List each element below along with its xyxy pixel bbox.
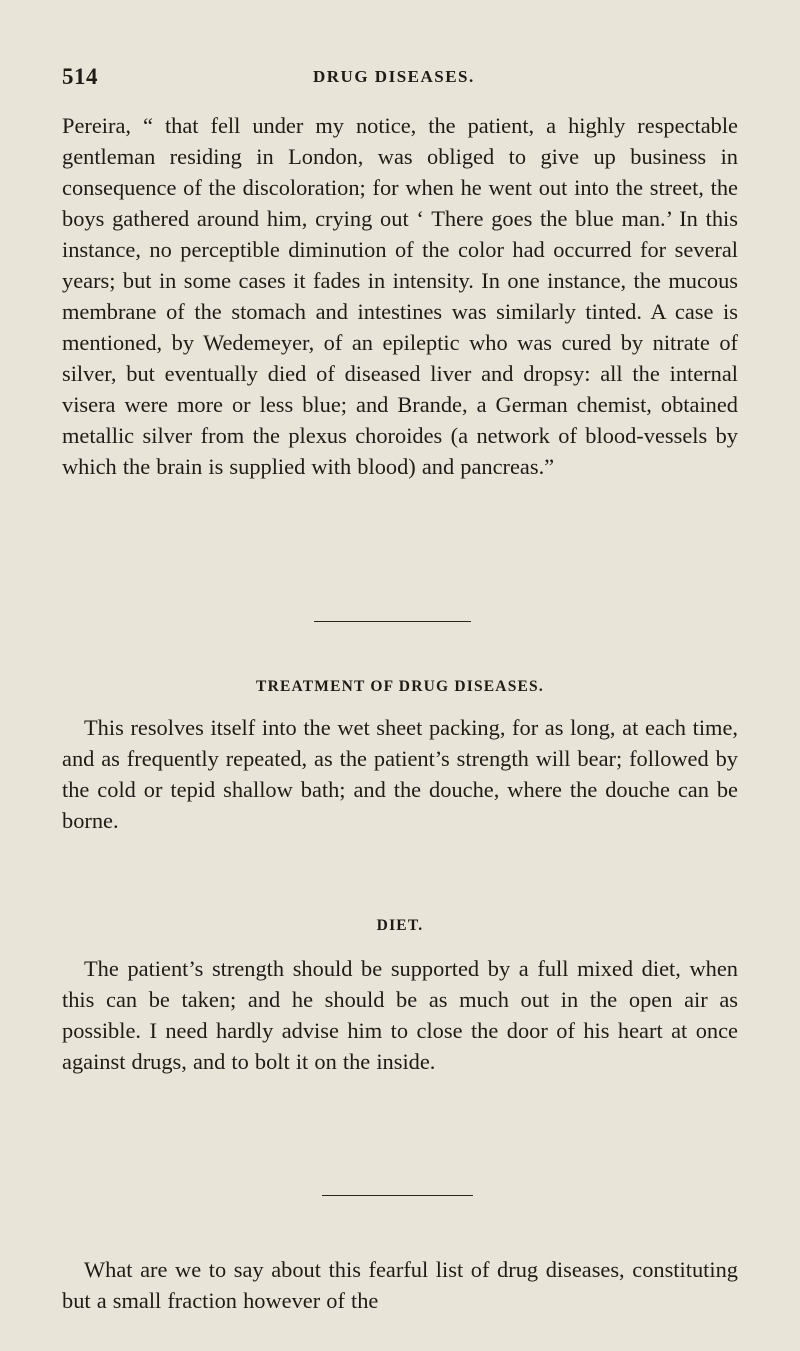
paragraph-diet: The patient’s strength should be supported by a full mixed diet, when this can be taken; and he should be as much out in the open air as possible. I need hardly advise him to close the door of his heart at once against drugs, and to bolt it on the inside. — [62, 956, 738, 1074]
page-number: 514 — [62, 64, 98, 89]
heading-diet: DIET. — [376, 917, 424, 934]
section-divider — [314, 621, 471, 622]
running-head — [62, 64, 740, 94]
heading-treatment: TREATMENT OF DRUG DISEASES. — [256, 678, 544, 695]
paragraph-pereira-quote: Pereira, “ that fell under my notice, the patient, a highly respectable gentleman residing in London, was obliged to give up business in consequence of the discoloration; for when he went out into the street, the boys gathered around him, crying out ‘ There goes the blue man.’ In this instance, no perceptible diminution of the color had occurred for several years; but in some cases it fades in intensity. In one instance, the mucous membrane of the stomach and intestines was similarly tinted. A case is mentioned, by Wedemeyer, of an epileptic who was cured by nitrate of silver, but eventually died of diseased liver and dropsy: all the internal visera were more or less blue; and Brande, a German chemist, obtained metallic silver from the plexus choroides (a network of blood-vessels by which the brain is supplied with blood) and pancreas.” — [62, 113, 738, 479]
paragraph-treatment: This resolves itself into the wet sheet packing, for as long, at each time, and as frequently repeated, as the patient’s strength will bear; followed by the cold or tepid shallow bath; and the douche, where the douche can be borne. — [62, 715, 738, 833]
running-title: DRUG DISEASES. — [313, 67, 475, 86]
paragraph-conclusion: What are we to say about this fearful list of drug diseases, constituting but a small fraction however of the — [62, 1257, 738, 1313]
section-divider — [322, 1195, 473, 1196]
